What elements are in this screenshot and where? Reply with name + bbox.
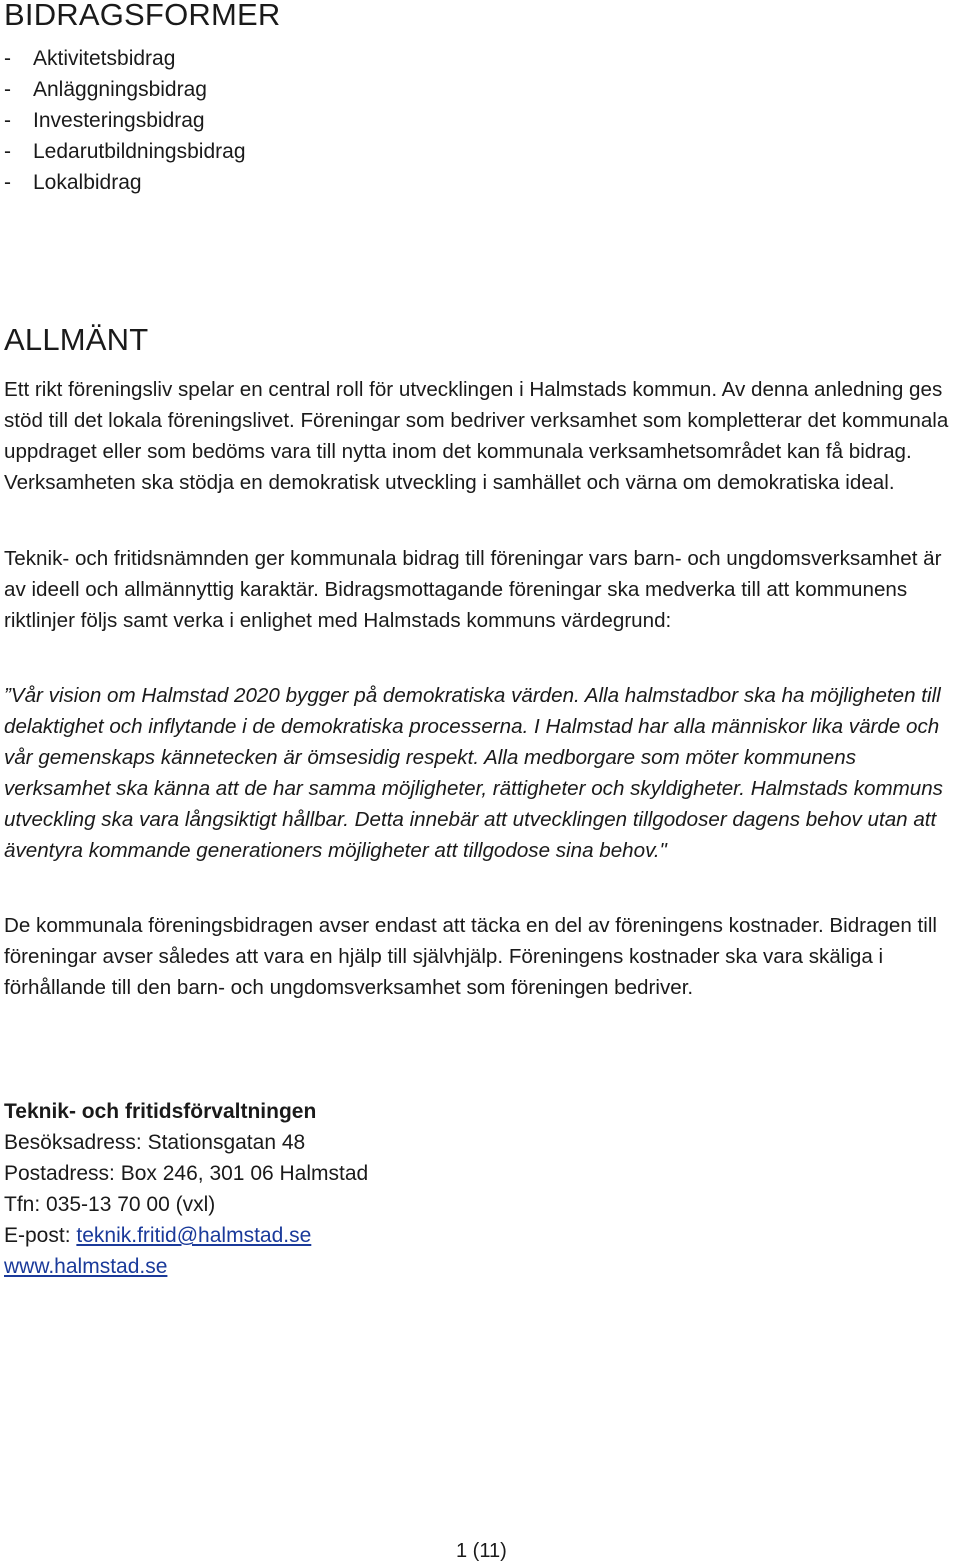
list-item-label: Aktivitetsbidrag	[33, 47, 176, 70]
list-item	[4, 167, 246, 198]
contact-email-label: E-post:	[4, 1224, 77, 1247]
list-dash: -	[4, 140, 11, 163]
paragraph-vision-quote: ”Vår vision om Halmstad 2020 bygger på demokratiska värden. Alla halmstadbor ska ha möjligheten till delaktighet och inflytande i de demokratiska processerna. I Halmstad har alla människor lika värde och vår gemenskaps kännetecken är ömsesidig respekt. Alla medborgare som möter kommunens verksamhet ska känna att de har samma möjligheter, rättigheter och skyldigheter. Halmstads kommuns utveckling ska vara långsiktigt hållbar. Detta innebär att utvecklingen tillgodoser dagens behov utan att äventyra kommande generationers möjligheter att tillgodose sina behov."	[4, 684, 943, 862]
page-number: 1 (11)	[456, 1540, 507, 1562]
list-item	[4, 136, 246, 167]
list-item	[4, 105, 246, 136]
list-item	[4, 74, 246, 105]
list-item-label: Ledarutbildningsbidrag	[33, 140, 246, 163]
list-item-label: Anläggningsbidrag	[33, 78, 207, 101]
contact-website-row	[4, 1251, 368, 1282]
heading-allmant: ALLMÄNT	[4, 322, 149, 357]
paragraph-intro: Ett rikt föreningsliv spelar en central roll för utvecklingen i Halmstads kommun. Av denna anledning ges stöd till det lokala föreningslivet. Föreningar som bedriver verksamhet som kompletterar det kommunala uppdraget eller som bedöms vara till nytta inom det kommunala verksamhetsområdet kan få bidrag. Verksamheten ska stödja en demokratisk utveckling i samhället och värna om demokratiska ideal.	[4, 378, 949, 494]
contact-postal-address: Postadress: Box 246, 301 06 Halmstad	[4, 1162, 369, 1185]
list-item	[4, 43, 246, 74]
contact-visit-address: Besöksadress: Stationsgatan 48	[4, 1131, 306, 1154]
paragraph-committee: Teknik- och fritidsnämnden ger kommunala bidrag till föreningar vars barn- och ungdomsverksamhet är av ideell och allmännyttig karaktär. Bidragsmottagande föreningar ska medverka till att kommunens riktlinjer följs samt verka i enlighet med Halmstads kommuns värdegrund:	[4, 547, 942, 632]
email-link[interactable]: teknik.fritid@halmstad.se	[76, 1224, 312, 1247]
paragraph-costs: De kommunala föreningsbidragen avser endast att täcka en del av föreningens kostnader. Bidragen till föreningar avser således att vara en hjälp till självhjälp. Föreningens kostnader ska vara skäliga i förhållande till den barn- och ungdomsverksamhet som föreningen bedriver.	[4, 914, 938, 999]
list-item-label: Investeringsbidrag	[33, 109, 205, 132]
list-dash: -	[4, 109, 11, 132]
website-link[interactable]: www.halmstad.se	[4, 1255, 168, 1278]
list-dash: -	[4, 78, 11, 101]
list-dash: -	[4, 47, 11, 70]
contact-phone: Tfn: 035-13 70 00 (vxl)	[4, 1193, 216, 1216]
list-item-label: Lokalbidrag	[33, 171, 142, 194]
contact-block	[4, 1096, 368, 1282]
contact-organization: Teknik- och fritidsförvaltningen	[4, 1100, 317, 1123]
heading-bidragsformer: BIDRAGSFORMER	[4, 0, 281, 32]
contribution-forms-list	[4, 43, 246, 198]
list-dash: -	[4, 171, 11, 194]
contact-email-row	[4, 1220, 368, 1251]
